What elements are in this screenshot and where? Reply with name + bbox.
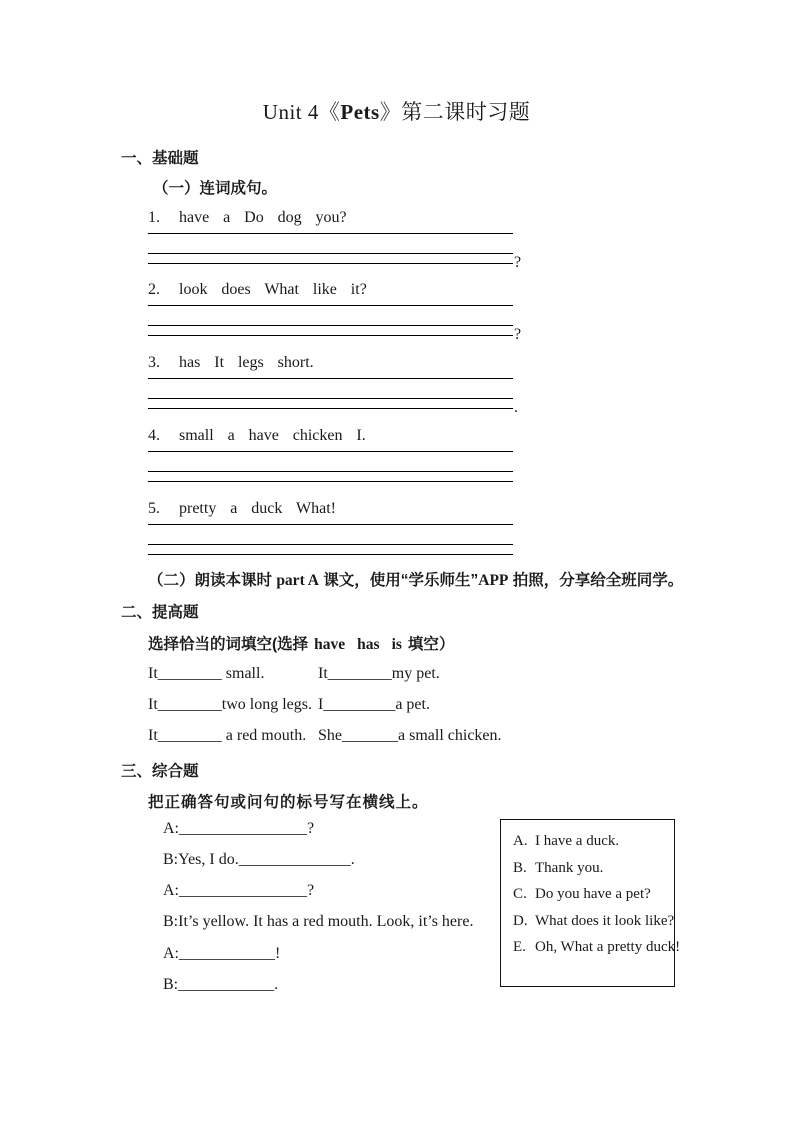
question-number: 3. bbox=[148, 354, 160, 371]
answer-line bbox=[148, 554, 513, 555]
word-choice-have: have bbox=[314, 636, 346, 653]
question-sentence bbox=[148, 281, 367, 299]
option-text: Thank you. bbox=[535, 859, 604, 876]
question-words: pretty a duck What! bbox=[179, 500, 336, 517]
title-unit: Unit 4《 bbox=[262, 100, 341, 124]
question-words: look does What like it? bbox=[179, 281, 367, 298]
section1-part2-task bbox=[148, 568, 683, 590]
word-choice-is: is bbox=[391, 636, 402, 653]
dialogue-line: A:________________? bbox=[163, 820, 315, 837]
title-suffix: 》第二课时习题 bbox=[379, 100, 531, 124]
option-label: B. bbox=[513, 859, 527, 876]
option-text: What does it look like? bbox=[535, 912, 675, 929]
answer-line bbox=[148, 253, 513, 254]
answer-line bbox=[148, 451, 513, 452]
question-words: has It legs short. bbox=[179, 354, 314, 371]
section2-instruction bbox=[148, 632, 454, 654]
option-item bbox=[513, 886, 668, 903]
word-choice-has: has bbox=[357, 636, 380, 653]
title-book-name: Pets bbox=[340, 100, 380, 124]
instruction-text: 填空） bbox=[407, 636, 455, 653]
question-number: 2. bbox=[148, 281, 160, 298]
answer-line bbox=[148, 335, 513, 336]
question-item bbox=[148, 427, 514, 487]
section1-heading: 一、基础题 bbox=[121, 150, 199, 167]
answer-line bbox=[148, 544, 513, 545]
question-item bbox=[148, 354, 518, 416]
option-item bbox=[513, 939, 681, 956]
dialogue-line: B:Yes, I do.______________. bbox=[163, 851, 355, 868]
question-item bbox=[148, 500, 514, 560]
fill-blank-sentence: I_________a pet. bbox=[318, 696, 430, 713]
line-end-punctuation: . bbox=[514, 399, 518, 416]
answer-line bbox=[148, 233, 513, 234]
dialogue-line: B:____________. bbox=[163, 976, 279, 993]
dialogue-line: A:________________? bbox=[163, 882, 315, 899]
option-text: Oh, What a pretty duck! bbox=[535, 939, 681, 955]
page-title bbox=[0, 96, 793, 126]
question-sentence bbox=[148, 500, 336, 518]
answer-line bbox=[148, 481, 513, 482]
fill-blank-sentence: It________ small. bbox=[148, 665, 265, 682]
dialogue-line: A:____________! bbox=[163, 945, 281, 962]
question-number: 1. bbox=[148, 209, 160, 226]
option-text: Do you have a pet? bbox=[535, 886, 651, 902]
answer-line bbox=[148, 378, 513, 379]
option-item bbox=[513, 833, 668, 850]
option-label: A. bbox=[513, 833, 528, 849]
fill-blank-sentence: It________two long legs. bbox=[148, 696, 312, 713]
line-end-punctuation: ? bbox=[514, 326, 522, 343]
part2-parta: part A bbox=[276, 572, 319, 589]
fill-blank-sentence: It________my pet. bbox=[318, 665, 440, 682]
question-item bbox=[148, 209, 522, 271]
question-words: small a have chicken I. bbox=[179, 427, 366, 444]
section1-subheading: （一）连词成句。 bbox=[153, 180, 278, 197]
option-label: D. bbox=[513, 912, 528, 929]
answer-line bbox=[148, 325, 513, 326]
answer-line bbox=[148, 398, 513, 399]
answer-line bbox=[148, 524, 513, 525]
question-sentence bbox=[148, 427, 366, 445]
question-sentence bbox=[148, 209, 347, 227]
part2-text: （二）朗读本课时 bbox=[148, 572, 277, 589]
section3-instruction: 把正确答句或问句的标号写在横线上。 bbox=[148, 794, 429, 811]
question-number: 4. bbox=[148, 427, 160, 444]
dialogue-line: B:It’s yellow. It has a red mouth. Look, it’s here. bbox=[163, 913, 474, 930]
options-box bbox=[500, 819, 681, 987]
question-sentence bbox=[148, 354, 314, 372]
section3-heading: 三、综合题 bbox=[121, 763, 199, 780]
option-text: I have a duck. bbox=[535, 833, 620, 849]
answer-line bbox=[148, 408, 513, 409]
option-item bbox=[513, 912, 675, 930]
line-end-punctuation: ? bbox=[514, 254, 522, 271]
part2-text: 课文，使用“学乐师生” bbox=[318, 572, 479, 589]
answer-line bbox=[148, 263, 513, 264]
answer-line bbox=[148, 305, 513, 306]
instruction-text: 选择恰当的词填空(选择 bbox=[148, 636, 309, 653]
question-number: 5. bbox=[148, 500, 160, 517]
fill-blank-sentence: It________ a red mouth. bbox=[148, 727, 307, 744]
question-item bbox=[148, 281, 522, 343]
question-words: have a Do dog you? bbox=[179, 209, 347, 226]
part2-text: 拍照，分享给全班同学。 bbox=[508, 572, 684, 589]
option-item bbox=[513, 860, 668, 877]
section2-heading: 二、提高题 bbox=[121, 604, 199, 621]
answer-line bbox=[148, 471, 513, 472]
option-label: C. bbox=[513, 886, 527, 902]
part2-app: APP bbox=[478, 572, 509, 589]
option-label: E. bbox=[513, 939, 526, 955]
fill-blank-sentence: She_______a small chicken. bbox=[318, 727, 502, 744]
